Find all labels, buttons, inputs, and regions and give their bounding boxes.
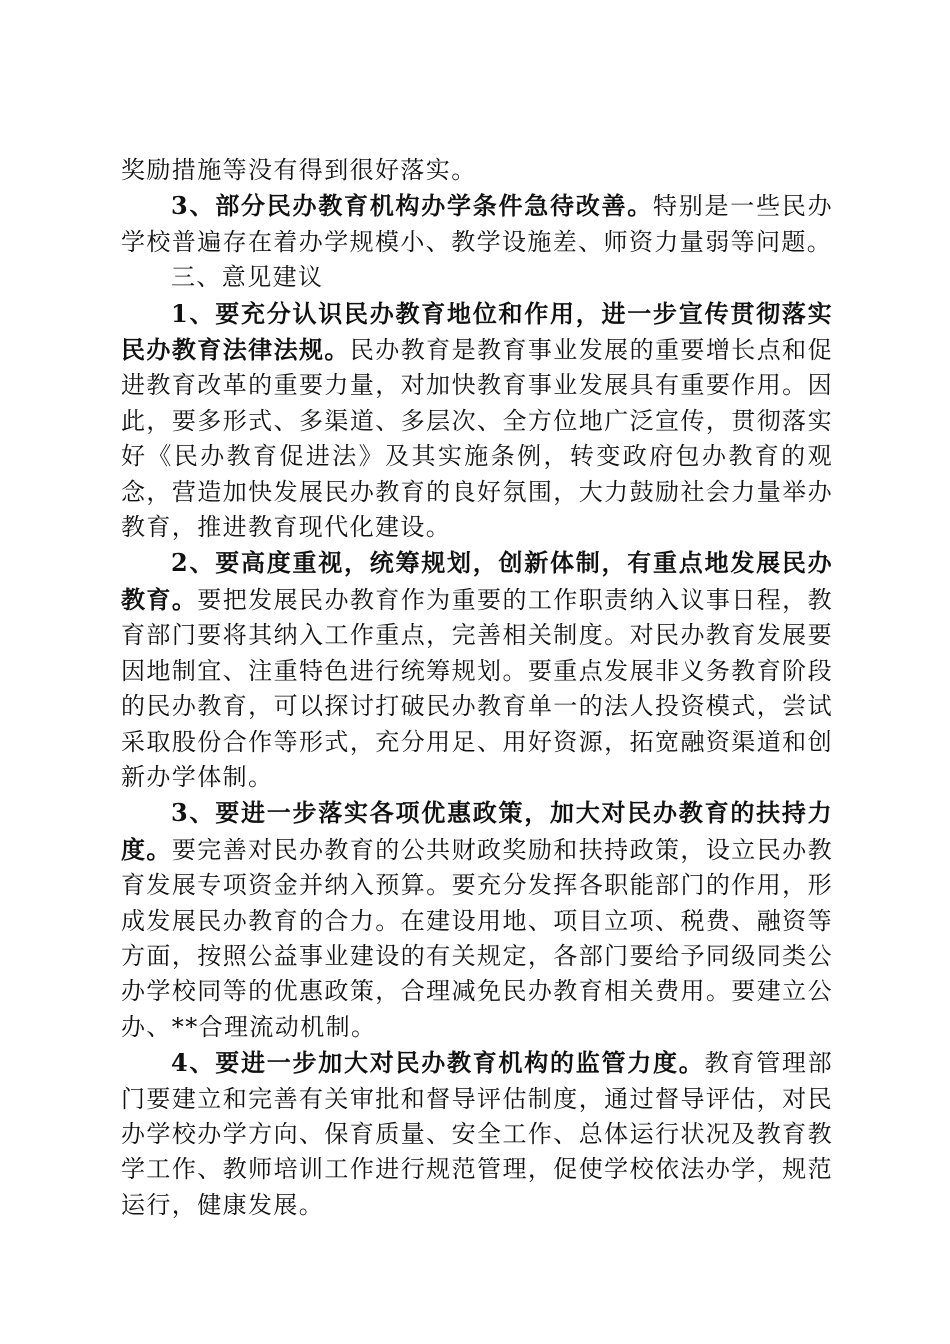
paragraph-problem-3 [121,188,833,260]
section-heading [121,260,833,295]
paragraph-lead: 2、要高度重视，统筹规划，创新体制，有重点地发展民办教育。 [121,548,833,614]
paragraph-suggestion-1 [121,296,833,546]
paragraph-lead: 1、要充分认识民办教育地位和作用，进一步宣传贯彻落实民办教育法律法规。 [121,298,833,365]
section-heading-text: 三、意见建议 [171,263,324,292]
paragraph-lead: 3、要进一步落实各项优惠政策，加大对民办教育的扶持力度。 [121,798,833,864]
paragraph-text: 要把发展民办教育作为重要的工作职责纳入议事日程，教育部门要将其纳入工作重点，完善相关制度。对民办教育发展要因地制宜、注重特色进行统筹规划。要重点发展非义务教育阶段的民办教育，可以探讨打破民办教育单一的法人投资模式，尝试采取股份合作等形式，充分用足、用好资源，拓宽融资渠道和创新办学体制。 [121,585,834,791]
document-body [121,153,833,1223]
paragraph-lead: 4、要进一步加大对民办教育机构的监管力度。 [171,1048,705,1078]
paragraph-suggestion-3 [121,795,833,1045]
paragraph-text: 特别是一些民办学校普遍存在着办学规模小、教学设施差、师资力量弱等问题。 [121,192,833,256]
paragraph-lead: 3、部分民办教育机构办学条件急待改善。 [171,191,654,221]
paragraph-continuation [121,153,833,188]
paragraph-suggestion-2 [121,545,833,795]
paragraph-text: 奖励措施等没有得到很好落实。 [121,156,477,184]
paragraph-text: 要完善对民办教育的公共财政奖励和扶持政策，设立民办教育发展专项资金并纳入预算。要充分发挥各职能部门的作用，形成发展民办教育的合力。在建设用地、项目立项、税费、融资等方面，按照公益事业建设的有关规定，各部门要给予同级同类公办学校同等的优惠政策，合理减免民办教育相关费用。要建立公办、**合理流动机制。 [121,835,833,1041]
paragraph-suggestion-4 [121,1045,833,1223]
paragraph-text: 民办教育是教育事业发展的重要增长点和促进教育改革的重要力量，对加快教育事业发展具有重要作用。因此，要多形式、多渠道、多层次、全方位地广泛宣传，贯彻落实好《民办教育促进法》及其实施条例，转变政府包办教育的观念，营造加快发展民办教育的良好氛围，大力鼓励社会力量举办教育，推进教育现代化建设。 [121,336,833,542]
paragraph-text: 教育管理部门要建立和完善有关审批和督导评估制度，通过督导评估，对民办学校办学方向、保育质量、安全工作、总体运行状况及教育教学工作、教师培训工作进行规范管理，促使学校依法办学，规范运行，健康发展。 [121,1049,834,1219]
